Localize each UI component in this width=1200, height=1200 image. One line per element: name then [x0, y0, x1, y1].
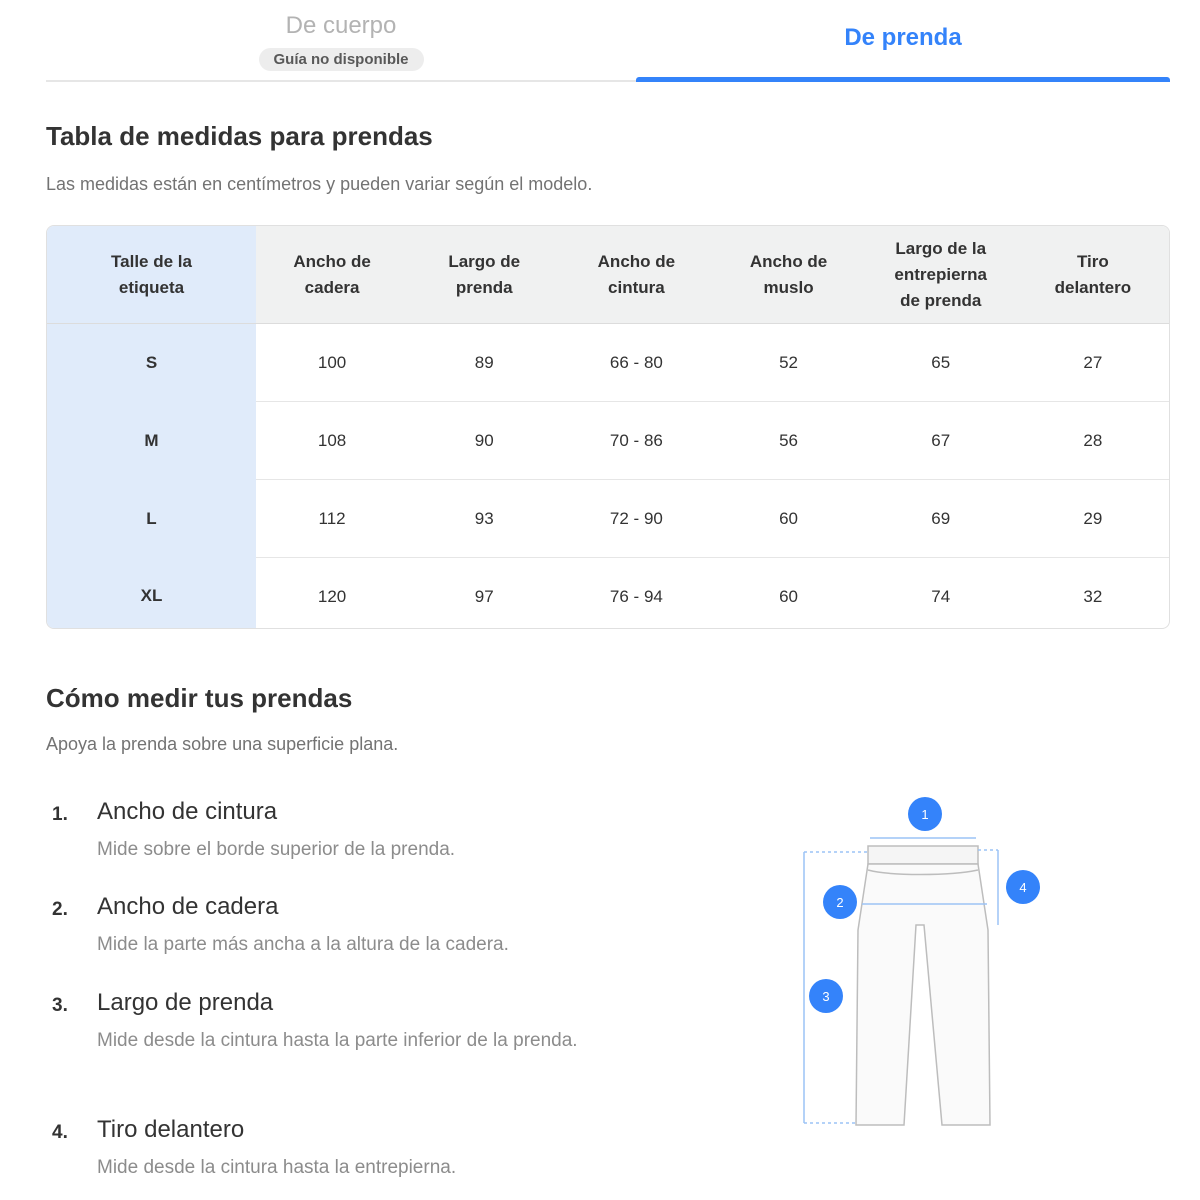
measurement-cell: 90 [408, 402, 560, 480]
measurement-cell: 27 [1017, 324, 1169, 402]
measurement-cell: 65 [865, 324, 1017, 402]
step-description: Mide la parte más ancha a la altura de la cadera. [97, 934, 509, 955]
column-header-line: Ancho de [597, 251, 676, 271]
column-header [408, 226, 560, 324]
tab-garment-measurements[interactable] [636, 0, 1170, 80]
howto-subtitle: Apoya la prenda sobre una superficie plana. [46, 734, 399, 754]
step-description: Mide desde la cintura hasta la parte inferior de la prenda. [97, 1030, 578, 1051]
measurement-cell: 97 [474, 586, 494, 606]
measurement-cell: 56 [712, 402, 864, 480]
measurement-cell: 93 [408, 480, 560, 558]
marker-3 [809, 979, 843, 1013]
column-header-line: delantero [1054, 277, 1132, 297]
column-header-line: Tiro [1076, 251, 1109, 271]
measurement-cell: 72 - 90 [560, 480, 712, 558]
step-number: 3. [52, 995, 68, 1016]
step-description: Mide desde la cintura hasta la entrepierna. [97, 1157, 457, 1178]
size-table [46, 225, 1170, 629]
column-header [560, 226, 712, 324]
column-header-line: prenda [455, 277, 513, 297]
measurement-cell: 76 - 94 [609, 586, 663, 606]
step-title: Largo de prenda [97, 989, 274, 1016]
tab-body-label: De cuerpo [285, 12, 397, 39]
table-row [47, 324, 1169, 402]
pants-outline [856, 846, 990, 1125]
column-header-line: Largo de la [895, 238, 987, 258]
table-row [47, 480, 1169, 558]
column-header [256, 226, 408, 324]
measurement-cell: 29 [1017, 480, 1169, 558]
active-tab-indicator [636, 77, 1170, 82]
column-header-line: cadera [304, 277, 360, 297]
step-number: 1. [52, 804, 68, 825]
measurement-cell: 112 [256, 480, 408, 558]
size-table-title: Tabla de medidas para prendas [46, 121, 433, 151]
step-title: Ancho de cintura [97, 798, 278, 825]
size-label-cell: L [47, 480, 256, 558]
column-header-line: Ancho de [749, 251, 828, 271]
size-label-cell: S [47, 324, 256, 402]
step-title: Tiro delantero [97, 1116, 245, 1143]
measurement-cell: 108 [256, 402, 408, 480]
size-label-cell: M [47, 402, 256, 480]
measurement-cell: 28 [1017, 402, 1169, 480]
measurement-cell: 100 [256, 324, 408, 402]
column-header [47, 226, 256, 324]
step-description: Mide sobre el borde superior de la prenda. [97, 839, 456, 860]
measurement-cell: 66 - 80 [560, 324, 712, 402]
measurement-cell: 32 [1083, 586, 1103, 606]
marker-1-label: 1 [921, 807, 929, 822]
column-header-line: Talle de la [111, 251, 192, 271]
measurement-cell: 89 [408, 324, 560, 402]
column-header-line: de prenda [900, 290, 982, 310]
measurement-cell: 120 [317, 586, 347, 606]
tab-body-measurements[interactable] [46, 0, 636, 80]
step-number: 4. [52, 1122, 68, 1143]
column-header-line: muslo [763, 277, 814, 297]
column-header-line: etiqueta [118, 277, 185, 297]
column-header-line: cintura [608, 277, 665, 297]
table-row [47, 558, 1169, 630]
measurement-cell: 74 [931, 586, 951, 606]
size-label-cell: XL [47, 558, 256, 630]
column-header [1017, 226, 1169, 324]
column-header-line: Largo de [448, 251, 521, 271]
pants-measurement-diagram [790, 790, 1050, 1135]
size-guide-tabs [46, 0, 1170, 82]
size-table-subtitle: Las medidas están en centímetros y pueden variar según el modelo. [46, 174, 593, 194]
column-header-line: entrepierna [894, 264, 987, 284]
measurement-cell: 60 [712, 480, 864, 558]
column-header [865, 226, 1017, 324]
table-header-row [47, 226, 1169, 324]
table-row [47, 402, 1169, 480]
howto-title: Cómo medir tus prendas [46, 683, 353, 713]
measurement-cell: 70 - 86 [560, 402, 712, 480]
measurement-cell: 69 [865, 480, 1017, 558]
tab-garment-label: De prenda [844, 24, 962, 51]
table-body [47, 324, 1169, 630]
column-header-line: Ancho de [293, 251, 371, 271]
marker-2-label: 2 [836, 895, 844, 910]
measurement-cell: 67 [865, 402, 1017, 480]
marker-4 [1006, 870, 1040, 904]
marker-3-label: 3 [822, 989, 830, 1004]
step-title: Ancho de cadera [97, 893, 279, 920]
marker-1 [908, 797, 942, 831]
marker-2 [823, 885, 857, 919]
measurement-cell: 52 [712, 324, 864, 402]
step-number: 2. [52, 899, 68, 920]
measurement-cell: 60 [779, 586, 798, 606]
unavailable-badge: Guía no disponible [259, 48, 424, 71]
column-header [712, 226, 864, 324]
marker-4-label: 4 [1019, 880, 1027, 895]
